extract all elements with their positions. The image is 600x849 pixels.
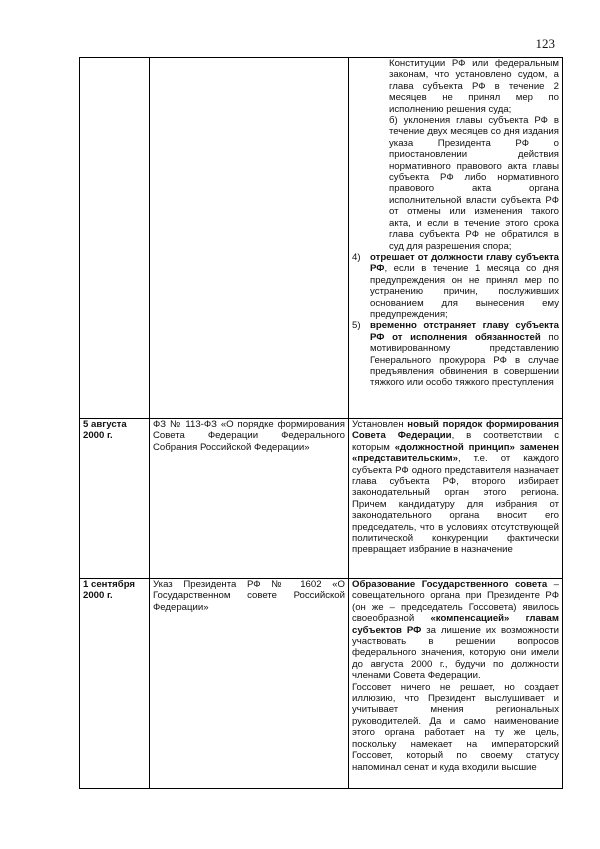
table-row bbox=[80, 58, 563, 419]
bold-phrase: новый порядок формирования Совета Федерации bbox=[352, 419, 560, 442]
text-fragment: по мотивированному представлению Генерального прокурора РФ в случае предъявления обвинения в совершении тяжкого или особо тяжкого преступления bbox=[370, 331, 559, 389]
date-cell: 5 августа 2000 г. bbox=[80, 419, 150, 579]
document-cell: ФЗ № 113-ФЗ «О порядке формирования Совета Федерации Федерального Собрания Российской Федерации» bbox=[150, 419, 349, 579]
list-item bbox=[352, 320, 559, 388]
list-number: 4) bbox=[352, 251, 361, 263]
table-row bbox=[80, 579, 563, 789]
content-paragraph: Конституции РФ или федеральным законам, что установлено судом, а глава субъекта РФ в течение 2 месяцев не принял мер по исполнению решения суда; bbox=[389, 58, 559, 115]
text-fragment: Установлен bbox=[352, 419, 408, 430]
content-paragraph: Госсовет ничего не решает, но создает иллюзию, что Президент выслушивает и учитывает мнения региональных руководителей. Да и само наименование этого органа работает на ту же цель, поскольку намекает на императорский Госсовет, который по своему статусу напоминал сенат и куда входили высшие bbox=[352, 681, 559, 773]
list-text bbox=[370, 252, 559, 320]
list-number: 5) bbox=[352, 320, 361, 332]
bold-phrase: «компенсацией» главам субъектов РФ bbox=[352, 613, 559, 636]
text-fragment: , т.е. от каждого субъекта РФ одного представителя назначает глава субъекта РФ, второго избирает законодательный орган этого региона. Причем кандидатуру для избрания от законодательного органа вносит его председатель, что в условиях отсутствующей политической конкуренции фактически превращает избрание в назначение bbox=[352, 453, 559, 556]
content-paragraph: б) уклонения главы субъекта РФ в течение двух месяцев со дня издания указа Президента РФ о приостановлении действия нормативного правового акта главы субъекта РФ либо нормативного правового акта органа исполнительной власти субъекта РФ от отмены или изменения такого акта, и если в течение этого срока глава субъекта РФ не обратился в суд для разрешения спора; bbox=[389, 115, 559, 252]
content-cell bbox=[349, 58, 563, 419]
text-fragment: за лишение их возможности участвовать в решении вопросов федерального значения, которую они имели до августа 2000 г., будучи по должности членами Совета Федерации. bbox=[352, 624, 560, 682]
text-fragment: – совещательного органа при Президенте РФ (он же – председатель Госсовета) явилось своеобразной bbox=[352, 579, 559, 625]
bold-phrase: «должностной принцип» bbox=[394, 441, 515, 453]
content-paragraph bbox=[352, 579, 559, 682]
content-paragraph bbox=[352, 419, 559, 556]
bold-phrase: Образование Государственного совета bbox=[352, 579, 548, 590]
table-row bbox=[80, 419, 563, 579]
document-cell bbox=[150, 58, 349, 419]
bold-phrase: заменен «представительским» bbox=[352, 441, 560, 465]
content-cell bbox=[349, 419, 563, 579]
content-cell bbox=[349, 579, 563, 789]
bold-phrase: временно отстраняет главу субъекта РФ от исполнения обязанностей bbox=[370, 320, 559, 343]
list-item bbox=[352, 252, 559, 320]
date-cell: 1 сентября 2000 г. bbox=[80, 579, 150, 789]
date-cell bbox=[80, 58, 150, 419]
text-fragment: , если в течение 1 месяца со дня предупреждения он не принял мер по устранению причин, послуживших основанием для вынесения ему предупреждения; bbox=[370, 263, 559, 320]
bold-phrase: отрешает от должности главу субъекта РФ bbox=[370, 251, 559, 275]
text-fragment: , в соответствии с которым bbox=[352, 430, 559, 453]
document-cell: Указ Президента РФ № 1602 «О Государственном совете Российской Федерации» bbox=[150, 579, 349, 789]
chronology-table bbox=[79, 57, 563, 789]
page-number: 123 bbox=[535, 36, 555, 51]
list-text bbox=[370, 320, 559, 388]
